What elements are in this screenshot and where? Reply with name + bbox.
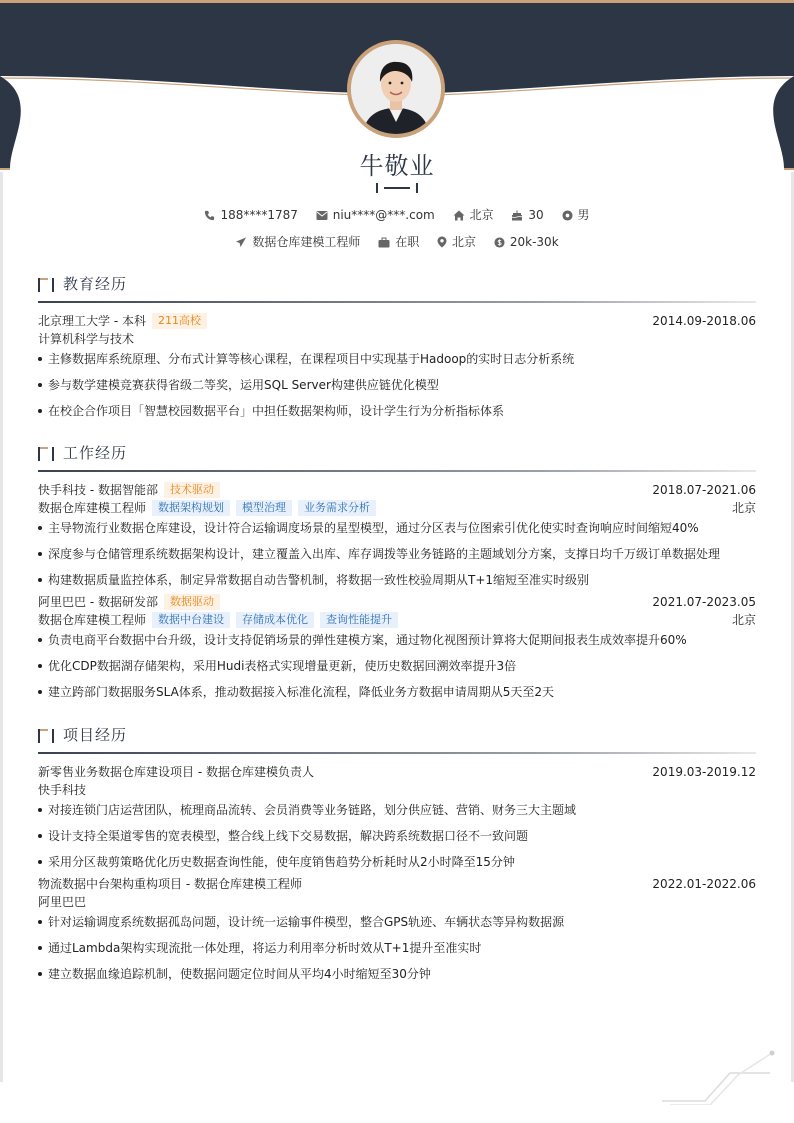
- company-tag: 数据驱动: [164, 594, 220, 610]
- project-name: 新零售业务数据仓库建设项目 - 数据仓库建模负责人: [38, 765, 314, 779]
- job-intent-row: [0, 233, 794, 250]
- list-item: 针对运输调度系统数据孤岛问题，设计统一运输事件模型，整合GPS轨迹、车辆状态等异构数据源: [38, 913, 756, 939]
- education-header: [38, 272, 756, 302]
- section-divider: [38, 470, 756, 472]
- work-title: 工作经历: [63, 444, 128, 462]
- list-item: 构建数据质量监控体系，制定异常数据自动告警机制，将数据一致性校验周期从T+1缩短至准实时级别: [38, 571, 756, 597]
- job-date: 2018.07-2021.06: [652, 483, 756, 497]
- gender-info: [562, 206, 590, 223]
- skill-tag: 数据中台建设: [152, 612, 230, 628]
- status-info: [378, 233, 419, 250]
- list-item: 采用分区裁剪策略优化历史数据查询性能，使年度销售趋势分析耗时从2小时降至15分钟: [38, 853, 756, 879]
- money-icon: [494, 237, 505, 248]
- briefcase-icon: [378, 237, 390, 248]
- project-name: 物流数据中台架构重构项目 - 数据仓库建模工程师: [38, 877, 302, 891]
- school-name: 北京理工大学 - 本科: [38, 314, 146, 328]
- section-mark-icon: [38, 729, 56, 743]
- job-location: 北京: [731, 613, 756, 627]
- job-entry: [38, 481, 756, 597]
- company-tag: 技术驱动: [164, 482, 220, 498]
- avatar-portrait-icon: [351, 44, 441, 134]
- education-date: 2014.09-2018.06: [652, 314, 756, 328]
- section-mark-icon: [38, 278, 56, 292]
- job-location: 北京: [731, 501, 756, 515]
- position-text: 数据仓库建模工程师: [252, 235, 361, 249]
- project-org: 快手科技: [38, 783, 87, 797]
- email-info: [316, 208, 435, 222]
- avatar: [347, 40, 445, 138]
- left-border: [0, 172, 3, 1082]
- city-text: 北京: [469, 208, 494, 222]
- cake-icon: [511, 210, 523, 221]
- list-item: 优化CDP数据湖存储架构，采用Hudi表格式实现增量更新，使历史数据回溯效率提升3倍: [38, 657, 756, 683]
- projects-header: [38, 723, 756, 753]
- education-entry: [38, 312, 756, 428]
- list-item: 设计支持全渠道零售的宽表模型，整合线上线下交易数据，解决跨系统数据口径不一致问题: [38, 827, 756, 853]
- list-item: 在校企合作项目「智慧校园数据平台」中担任数据架构师，设计学生行为分析指标体系: [38, 402, 756, 428]
- status-text: 在职: [395, 235, 420, 249]
- list-item: 通过Lambda架构实现流批一体处理，将运力利用率分析时效从T+1提升至准实时: [38, 939, 756, 965]
- home-icon: [453, 210, 465, 221]
- phone-info: [204, 208, 297, 222]
- gender-text: 男: [577, 208, 590, 222]
- phone-text: 188****1787: [220, 208, 298, 222]
- section-mark-icon: [38, 447, 56, 461]
- major: 计算机科学与技术: [38, 332, 135, 346]
- job-role: 数据仓库建模工程师: [38, 501, 147, 515]
- list-item: 主修数据库系统原理、分布式计算等核心课程，在课程项目中实现基于Hadoop的实时日志分析系统: [38, 350, 756, 376]
- list-item: 负责电商平台数据中台升级，设计支持促销场景的弹性建模方案，通过物化视图预计算将大促期间报表生成效率提升60%: [38, 631, 756, 657]
- list-item: 参与数学建模竞赛获得省级二等奖，运用SQL Server构建供应链优化模型: [38, 376, 756, 402]
- project-date: 2022.01-2022.06: [652, 877, 756, 891]
- skill-tag: 模型治理: [236, 500, 292, 516]
- list-item: 对接连锁门店运营团队，梳理商品流转、会员消费等业务链路，划分供应链、营销、财务三大主题域: [38, 801, 756, 827]
- project-entry: [38, 875, 756, 991]
- target-city-info: [437, 233, 476, 250]
- position-info: [235, 233, 360, 250]
- target-city-text: 北京: [452, 235, 477, 249]
- section-divider: [38, 301, 756, 303]
- candidate-name: 牛敬业: [359, 152, 435, 180]
- salary-info: [494, 235, 559, 249]
- company-name: 阿里巴巴 - 数据研发部: [38, 595, 158, 609]
- school-tag: 211高校: [152, 313, 207, 329]
- project-org: 阿里巴巴: [38, 895, 87, 909]
- age-text: 30: [528, 208, 544, 222]
- projects-title: 项目经历: [63, 726, 128, 744]
- project-entry: [38, 763, 756, 879]
- skill-tag: 存储成本优化: [236, 612, 314, 628]
- location-pin-icon: [437, 236, 447, 248]
- job-entry: [38, 593, 756, 709]
- job-role: 数据仓库建模工程师: [38, 613, 147, 627]
- gender-icon: [562, 210, 573, 221]
- company-name: 快手科技 - 数据智能部: [38, 483, 158, 497]
- skill-tag: 查询性能提升: [320, 612, 398, 628]
- list-item: 建立跨部门数据服务SLA体系，推动数据接入标准化流程，降低业务方数据申请周期从5天至2天: [38, 683, 756, 709]
- skill-tag: 数据架构规划: [152, 500, 230, 516]
- education-title: 教育经历: [63, 275, 128, 293]
- age-info: [511, 208, 543, 222]
- send-icon: [235, 237, 247, 248]
- mail-icon: [316, 210, 328, 221]
- city-info: [453, 206, 494, 223]
- work-header: [38, 441, 756, 471]
- phone-icon: [204, 210, 215, 221]
- corner-decoration: [660, 1045, 780, 1105]
- job-date: 2021.07-2023.05: [652, 595, 756, 609]
- name-divider: [376, 182, 418, 194]
- list-item: 建立数据血缘追踪机制，使数据问题定位时间从平均4小时缩短至30分钟: [38, 965, 756, 991]
- contact-info-row: [0, 206, 794, 223]
- section-divider: [38, 752, 756, 754]
- list-item: 深度参与仓储管理系统数据架构设计，建立覆盖入出库、库存调拨等业务链路的主题域划分方案，支撑日均千万级订单数据处理: [38, 545, 756, 571]
- project-date: 2019.03-2019.12: [652, 765, 756, 779]
- email-text: niu****@***.com: [332, 208, 435, 222]
- education-section: [38, 272, 756, 428]
- list-item: 主导物流行业数据仓库建设，设计符合运输调度场景的星型模型，通过分区表与位图索引优化使实时查询响应时间缩短40%: [38, 519, 756, 545]
- projects-section: [38, 723, 756, 991]
- skill-tag: 业务需求分析: [298, 500, 376, 516]
- work-section: [38, 441, 756, 709]
- salary-text: 20k-30k: [509, 235, 559, 249]
